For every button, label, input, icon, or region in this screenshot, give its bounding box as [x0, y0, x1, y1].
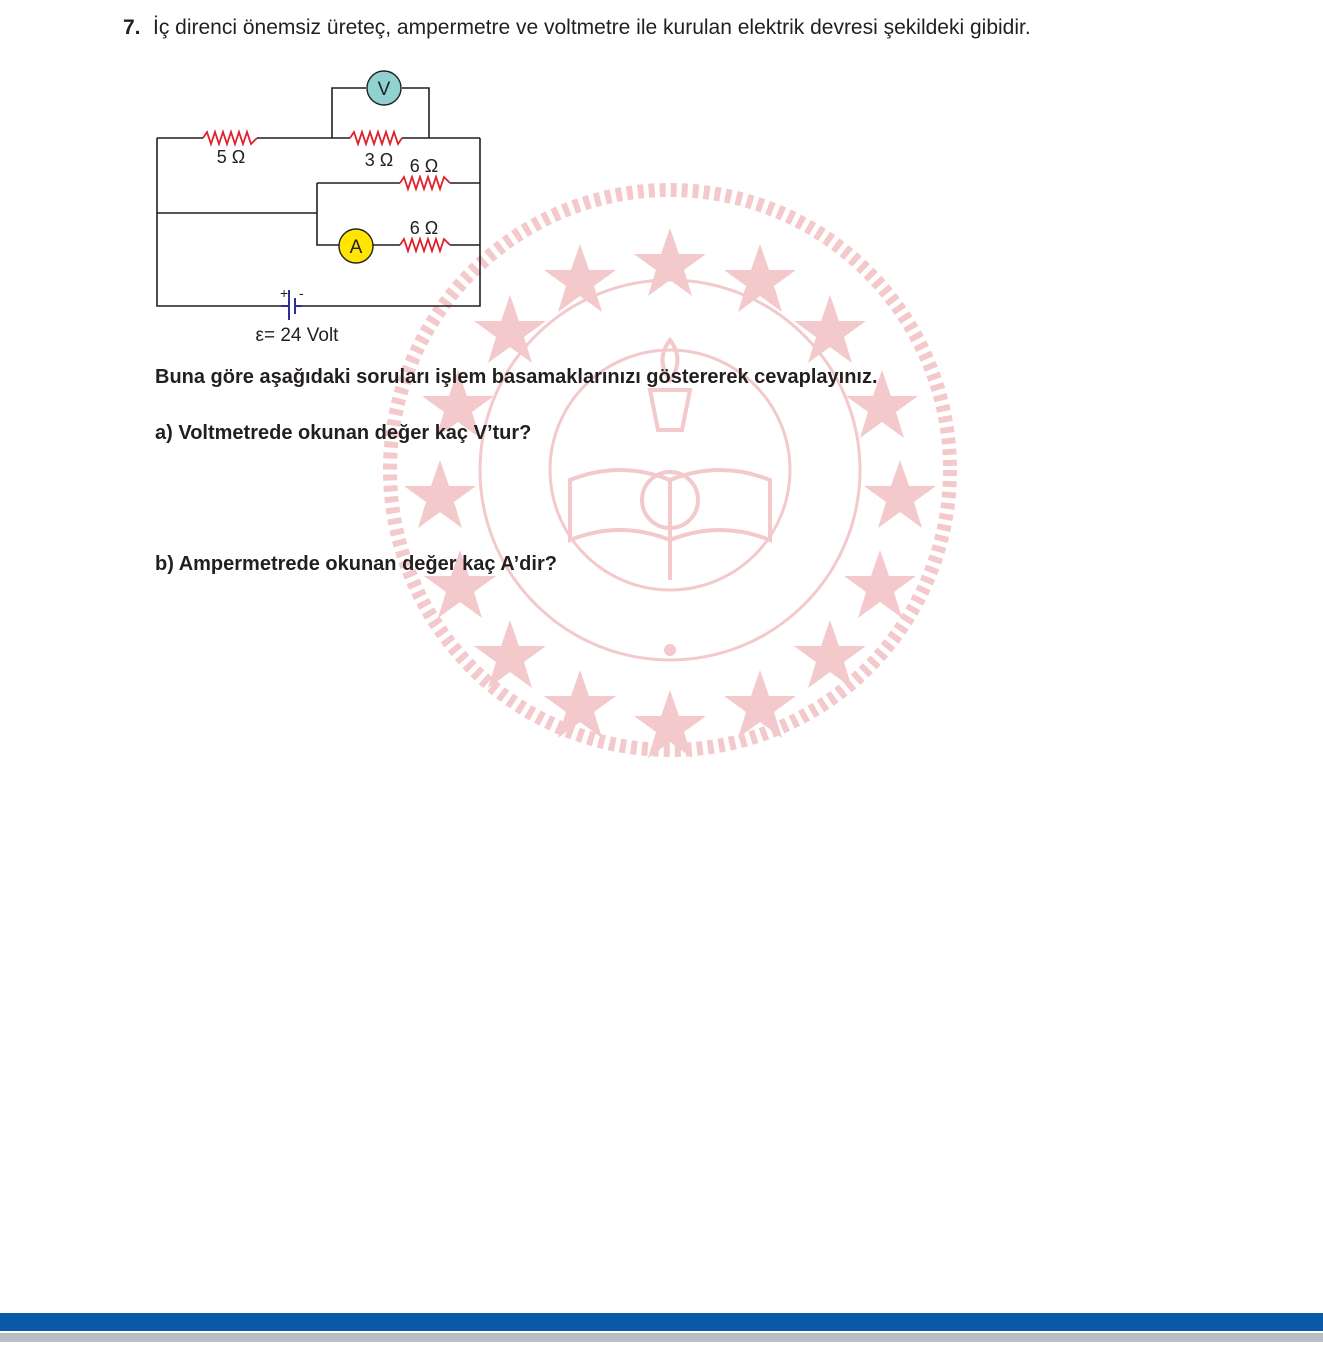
resistor-6-ohm-upper-label: 6 Ω — [409, 156, 439, 176]
question-number: 7. — [123, 16, 141, 39]
resistor-6-ohm-lower-label: 6 Ω — [409, 218, 439, 238]
resistor-3-ohm-label: 3 Ω — [364, 150, 394, 170]
voltmeter-label: V — [377, 79, 391, 100]
voltmeter-icon — [367, 71, 401, 105]
resistor-6-ohm-lower — [400, 239, 450, 251]
question-part-a: a) Voltmetrede okunan değer kaç V’tur? — [155, 422, 532, 444]
footer-grey-stripe — [0, 1333, 1323, 1342]
resistor-5-ohm — [203, 132, 257, 144]
ammeter-label: A — [349, 237, 363, 258]
instruction-text: Buna göre aşağıdaki soruları işlem basamaklarınızı göstererek cevaplayınız. — [155, 366, 878, 388]
battery-plus-sign: + — [280, 285, 289, 301]
footer-blue-bar — [0, 1313, 1323, 1331]
circuit-wires — [157, 88, 480, 306]
resistor-3-ohm — [350, 132, 402, 144]
battery-minus-sign: - — [299, 285, 304, 301]
circuit-diagram — [140, 60, 500, 360]
ammeter-icon — [339, 229, 373, 263]
resistor-5-ohm-label: 5 Ω — [216, 147, 246, 167]
resistor-6-ohm-upper — [400, 177, 450, 189]
emf-label: ε= 24 Volt — [255, 325, 339, 346]
question-stem: İç direnci önemsiz üreteç, ampermetre ve voltmetre ile kurulan elektrik devresi şekildeki gibidir. — [153, 16, 1031, 39]
question-part-b: b) Ampermetrede okunan değer kaç A’dir? — [155, 553, 557, 575]
